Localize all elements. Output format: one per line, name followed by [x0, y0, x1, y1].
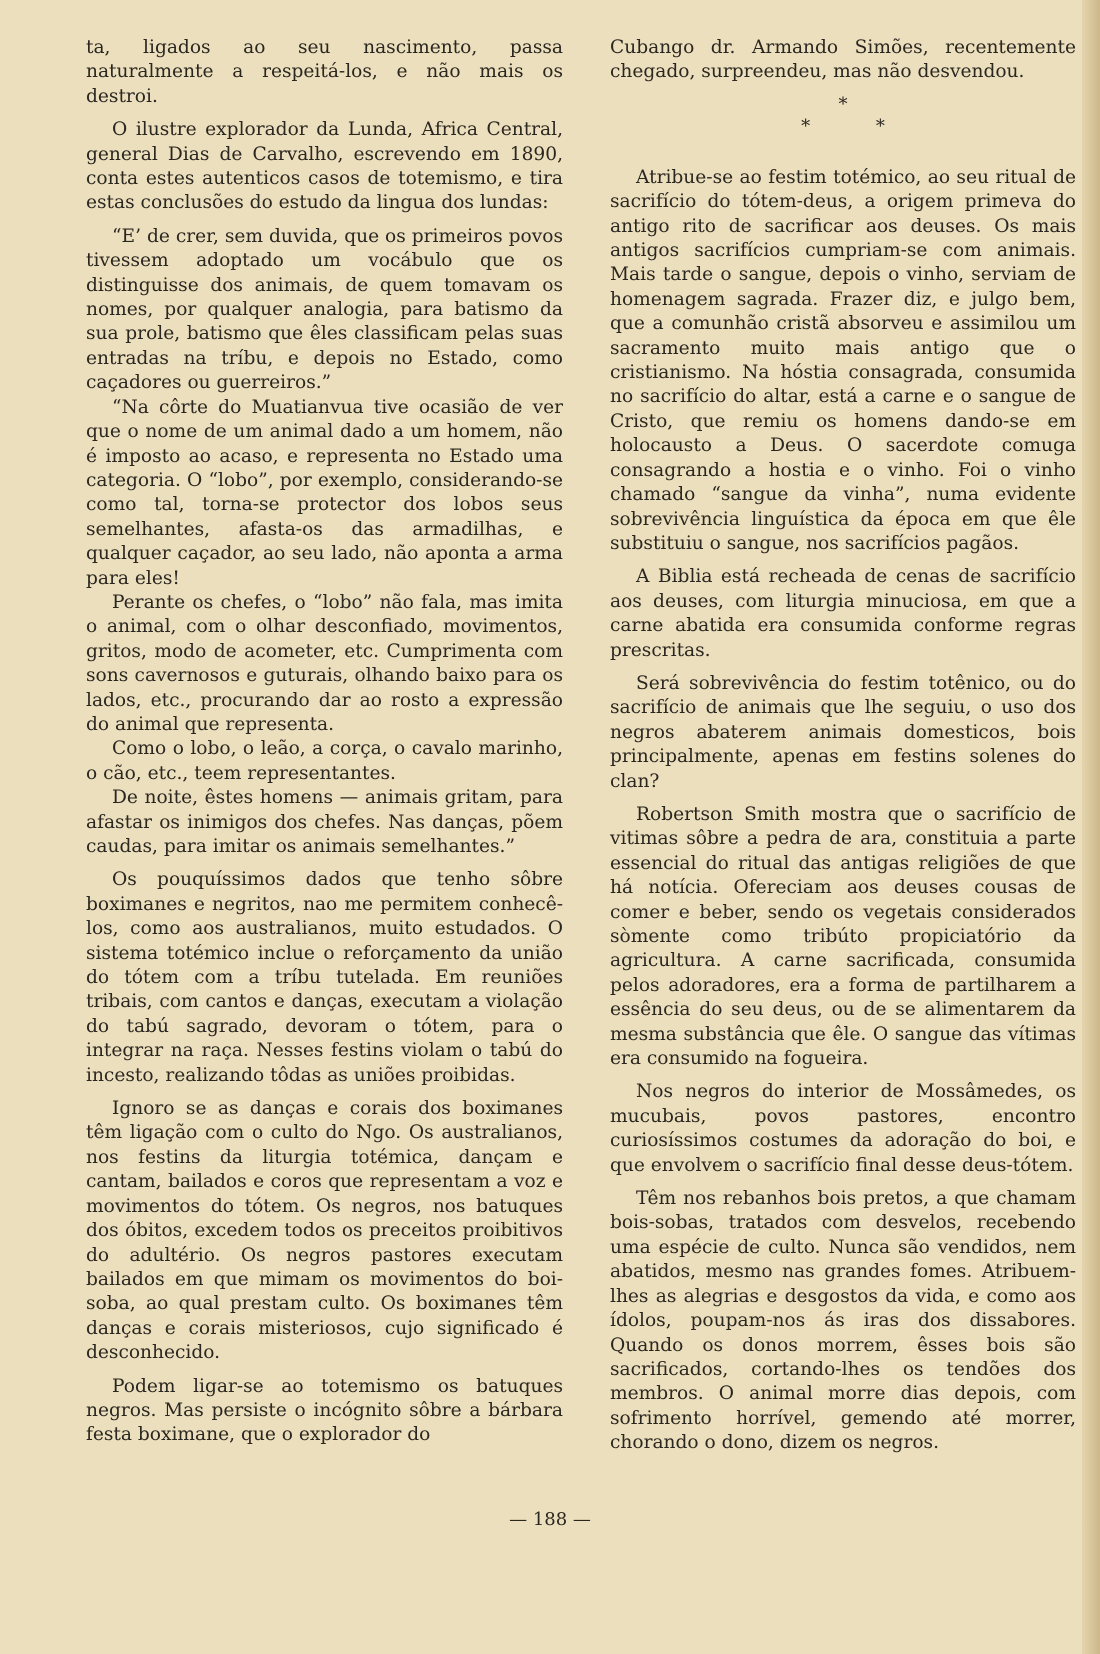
paragraph: Atribue-se ao festim totémico, ao seu ritual de sacrifício do tótem-deus, a origem primeva do antigo rito de sacrificar aos deuses. Os mais antigos sacrifícios cumpriam-se com animais. Mais tarde o sangue, depois o vinho, serviam de homenagem sagrada. Frazer diz, e julgo bem, que a comunhão cristã absorveu e assimilou um sacramento muito mais antigo que o cristianismo. Na hóstia consagrada, consumida no sacrifício do altar, está a carne e o sangue de Cristo, que remiu os homens dando-se em holocausto a Deus. O sacerdote comuga consagrando a hostia e o vinho. Foi o vinho chamado “sangue da vinha”, numa evidente sobrevivência linguística da época em que êle substituiu o sangue, nos sacrifícios pagãos.	[610, 166, 1076, 554]
paragraph: Ignoro se as danças e corais dos boximanes têm ligação com o culto do Ngo. Os australianos, nos festins da liturgia totémica, dançam e cantam, bailados e coros que representam a voz e movimentos do tótem. Os negros, nos batuques dos óbitos, excedem todos os preceitos proibitivos do adultério. Os negros pastores executam bailados em que mimam os movimentos do boi-soba, ao qual prestam culto. Os boximanes têm danças e corais misteriosos, cujo significado é desconhecido.	[86, 1098, 563, 1364]
separator-stars: * *	[801, 115, 885, 137]
paragraph: Robertson Smith mostra que o sacrifício de vitimas sôbre a pedra de ara, constituia a parte essencial do ritual das antigas religiões de que há notícia. Ofereciam aos deuses cousas de comer e beber, sendo os vegetais considerados sòmente como tribúto propiciatório da agricultura. A carne sacrificada, consumida pelos adoradores, era a forma de partilharem a essência do seu deus, ou de se alimentarem da mesma substância que êle. O sangue das vítimas era consumido na fogueira.	[610, 803, 1076, 1070]
quote-paragraph: “E’ de crer, sem duvida, que os primeiros povos tivessem adoptado um vocábulo que os distinguisse dos animais, de quem tomavam os nomes, por qualquer analogia, para batismo da sua prole, batismo que êles classificam pelas suas entradas na tríbu, e depois no Estado, como caçadores ou guerreiros.”	[86, 225, 563, 394]
section-separator	[610, 94, 1076, 138]
paragraph: ta, ligados ao seu nascimento, passa naturalmente a respeitá-los, e não mais os destroi.	[86, 37, 563, 107]
paragraph: A Biblia está recheada de cenas de sacrifício aos deuses, com liturgia minuciosa, em que a carne abatida era consumida conforme regras prescritas.	[610, 566, 1076, 661]
paragraph: Têm nos rebanhos bois pretos, a que chamam bois-sobas, tratados com desvelos, recebendo uma espécie de culto. Nunca são vendidos, nem abatidos, mesmo nas grandes fomes. Atribuem-lhes as alegrias e desgostos da vida, e como aos ídolos, poupam-nos ás iras dos dissabores. Quando os donos morrem, êsses bois são sacrificados, cortando-lhes os tendões dos membros. O animal morre dias depois, com sofrimento horrível, gemendo até morrer, chorando o dono, dizem os negros.	[610, 1188, 1076, 1454]
paragraph: Será sobrevivência do festim totênico, ou do sacrifício de animais que lhe seguiu, o uso dos negros abaterem animais domesticos, bois principalmente, apenas em festins solenes do clan?	[610, 672, 1076, 792]
paragraph: Podem ligar-se ao totemismo os batuques negros. Mas persiste o incógnito sôbre a bárbara festa boximane, que o explorador do	[86, 1375, 563, 1446]
paragraph: Nos negros do interior de Mossâmedes, os mucubais, povos pastores, encontro curiosíssimos costumes da adoração do boi, e que envolvem o sacrifício final desse deus-tótem.	[610, 1081, 1076, 1176]
separator-star: *	[838, 93, 848, 115]
quote-paragraph: De noite, êstes homens — animais gritam, para afastar os inimigos dos chefes. Nas danças, põem caudas, para imitar os animais semelhantes.”	[86, 787, 563, 857]
paragraph: Cubango dr. Armando Simões, recentemente chegado, surpreendeu, mas não desvendou.	[610, 37, 1076, 83]
paragraph: Os pouquíssimos dados que tenho sôbre boximanes e negritos, nao me permitem conhecê-los, como aos australianos, muito estudados. O sistema totémico inclue o reforçamento da união do tótem com a tríbu tutelada. Em reuniões tribais, com cantos e danças, executam a violação do tabú sagrado, devoram o tótem, para o integrar na raça. Nesses festins violam o tabú do incesto, realizando tôdas as uniões proibidas.	[86, 869, 563, 1086]
left-column	[86, 36, 563, 1457]
right-column	[610, 36, 1076, 1465]
quote-paragraph: Perante os chefes, o “lobo” não fala, mas imita o animal, com o olhar desconfiado, movimentos, gritos, modo de acometer, etc. Cumprimenta com sons cavernosos e guturais, olhando baixo para os lados, etc., procurando dar ao rosto a expressão do animal que representa.	[86, 591, 563, 735]
paragraph: O ilustre explorador da Lunda, Africa Central, general Dias de Carvalho, escrevendo em 1890, conta estes autenticos casos de totemismo, e tira estas conclusões do estudo da lingua dos lundas:	[86, 119, 563, 214]
quote-paragraph: Como o lobo, o leão, a corça, o cavalo marinho, o cão, etc., teem representantes.	[86, 738, 563, 784]
page-number: — 188 —	[509, 1509, 591, 1530]
quote-paragraph: “Na côrte do Muatianvua tive ocasião de ver que o nome de um animal dado a um homem, não é imposto ao acaso, e representa no Estado uma categoria. O “lobo”, por exemplo, considerando-se como tal, torna-se protector dos lobos seus semelhantes, afasta-os das armadilhas, e qualquer caçador, ao seu lado, não aponta a arma para eles!	[86, 396, 563, 589]
page-edge	[1082, 0, 1100, 1654]
